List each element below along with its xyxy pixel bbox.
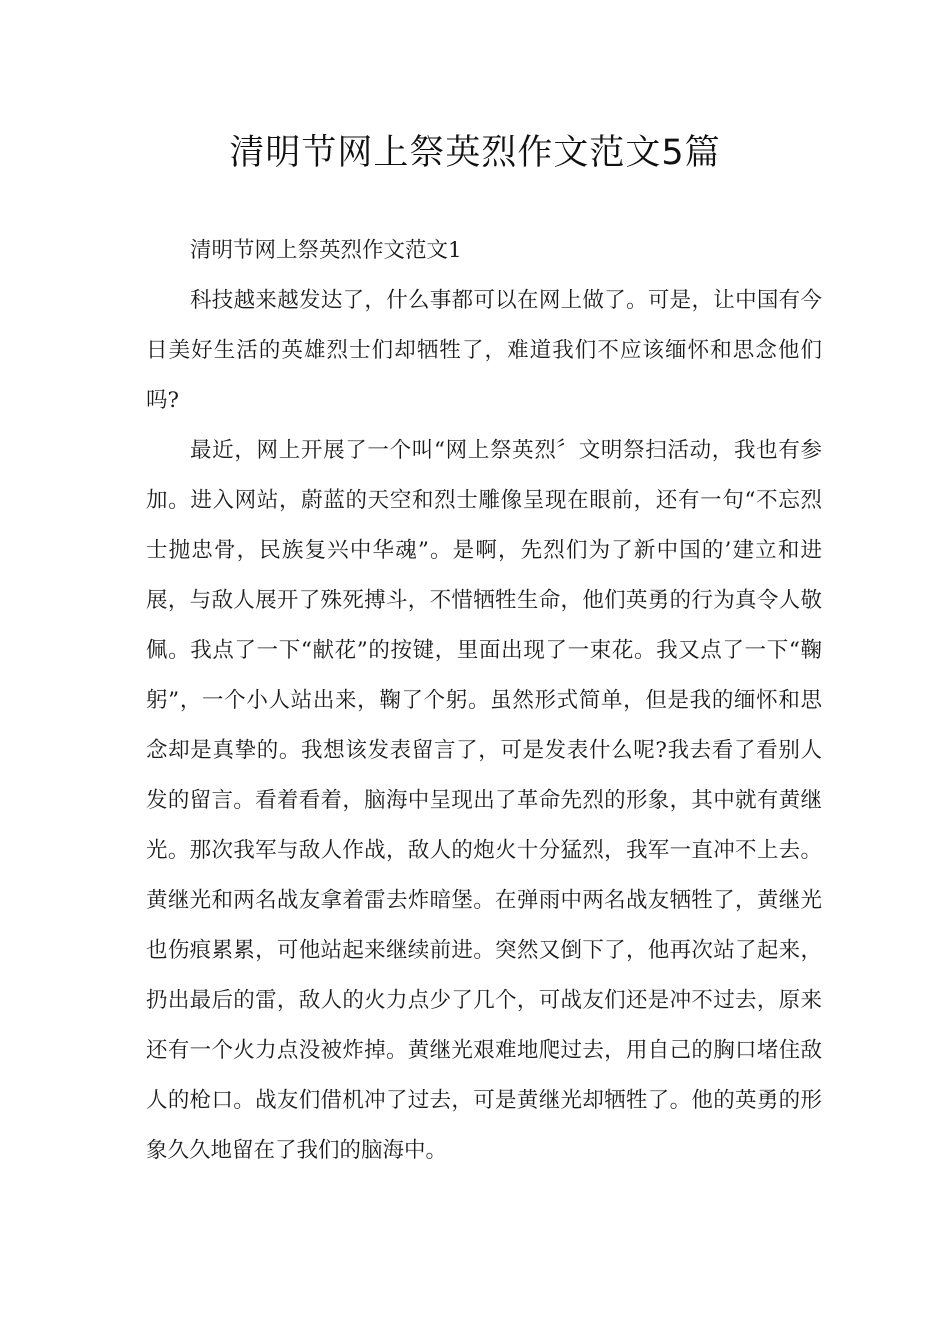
document-body bbox=[146, 226, 822, 1176]
paragraph-intro: 科技越来越发达了，什么事都可以在网上做了。可是，让中国有今日美好生活的英雄烈士们却牺牲了，难道我们不应该缅怀和思念他们吗? bbox=[146, 288, 822, 413]
paragraph-main: 最近，网上开展了一个叫“网上祭英烈〞文明祭扫活动，我也有参加。进入网站，蔚蓝的天空和烈士雕像呈现在眼前，还有一句“不忘烈士抛忠骨，民族复兴中华魂”。是啊，先烈们为了新中国的’建立和进展，与敌人展开了殊死搏斗，不惜牺牲生命，他们英勇的行为真令人敬佩。我点了一下“献花”的按键，里面出现了一束花。我又点了一下“鞠躬”，一个小人站出来，鞠了个躬。虽然形式简单，但是我的缅怀和思念却是真挚的。我想该发表留言了，可是发表什么呢?我去看了看别人发的留言。看着看着，脑海中呈现出了革命先烈的形象，其中就有黄继光。那次我军与敌人作战，敌人的炮火十分猛烈，我军一直冲不上去。黄继光和两名战友拿着雷去炸暗堡。在弹雨中两名战友牺牲了，黄继光也伤痕累累，可他站起来继续前进。突然又倒下了，他再次站了起来，扔出最后的雷，敌人的火力点少了几个，可战友们还是冲不过去，原来还有一个火力点没被炸掉。黄继光艰难地爬过去，用自己的胸口堵住敌人的枪口。战友们借机冲了过去，可是黄继光却牺牲了。他的英勇的形象久久地留在了我们的脑海中。 bbox=[146, 438, 822, 1163]
section-heading: 清明节网上祭英烈作文范文1 bbox=[190, 238, 462, 263]
document-title: 清明节网上祭英烈作文范文5篇 bbox=[229, 133, 721, 173]
